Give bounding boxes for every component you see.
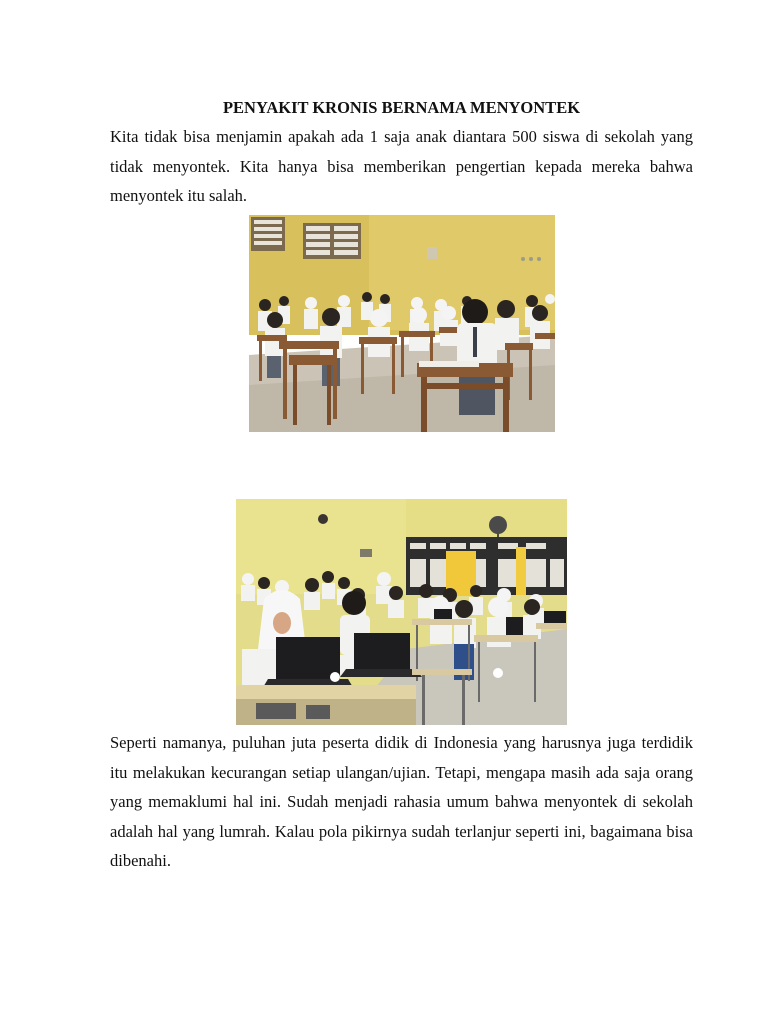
classroom-exam-illustration (249, 215, 555, 432)
computer-exam-photo (236, 499, 567, 725)
computer-exam-illustration (236, 499, 567, 725)
paragraph-body: Seperti namanya, puluhan juta peserta didik di Indonesia yang harusnya juga terdidik itu melakukan kecurangan setiap ulangan/ujian. Tetapi, mengapa masih ada saja orang yang memaklumi hal ini. Sudah menjadi rahasia umum bahwa menyontek di sekolah adalah hal yang lumrah. Kalau pola pikirnya sudah terlanjur seperti ini, bagaimana bisa dibenahi. (110, 733, 693, 871)
document-page (110, 96, 693, 211)
classroom-exam-photo (249, 215, 555, 432)
document-title: PENYAKIT KRONIS BERNAMA MENYONTEK (222, 98, 581, 117)
paragraph-intro: Kita tidak bisa menjamin apakah ada 1 saja anak diantara 500 siswa di sekolah yang tidak menyontek. Kita hanya bisa memberikan pengertian kepada mereka bahwa menyontek itu salah. (110, 127, 693, 206)
